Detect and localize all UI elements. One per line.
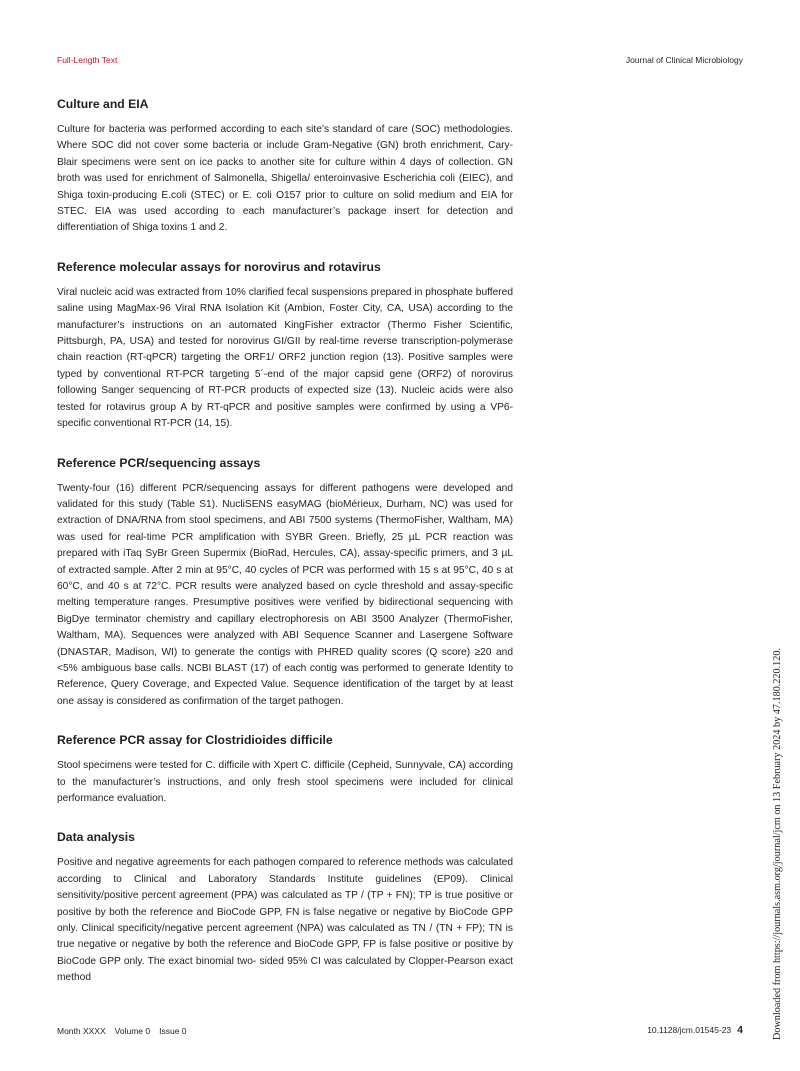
paragraph: Positive and negative agreements for each pathogen compared to reference methods was calculated according to Clinical and Laboratory Standards Institute guidelines (EP09). Clinical sensitivity/positive percent agreement (PPA) was calculated as TP / (TP + FN); TP is true positive or positive by both the reference and BioCode GPP, FN is false negative or negative by BioCode GPP only. Clinical specificity/negative percent agreement (NPA) was calculated as TN / (TN + FP); TN is true negative or negative by both the reference and BioCode GPP, FP is false positive or positive by BioCode GPP only. The exact binomial two- sided 95% CI was calculated by Clopper-Pearson exact method bbox=[57, 857, 513, 984]
footer-volume: Volume 0 bbox=[114, 1026, 151, 1036]
footer-doi: 10.1128/jcm.01545-23 bbox=[647, 1025, 732, 1035]
paragraph: Culture for bacteria was performed according to each site’s standard of care (SOC) methodologies. Where SOC did not cover some bacteria or include Gram-Negative (GN) broth enrichment, Cary-Blair specimens were sent on ice packs to another site for culture within 4 days of collection. GN broth was used for enrichment of Salmonella, Shigella/ enteroinvasive Escherichia coli (EIEC), and Shiga toxin-producing E.coli (STEC) or E. coli O157 prior to culture on solid medium and EIA for STEC. EIA was used according to each manufacturer’s package insert for detection and differentiation of Shiga toxins 1 and 2. bbox=[57, 124, 513, 234]
paragraph: Stool specimens were tested for C. difficile with Xpert C. difficile (Cepheid, Sunnyvale, CA) according to the manufacturer’s instructions, and only fresh stool specimens were included for clinical performance evaluation. bbox=[57, 760, 513, 804]
footer-doi-page bbox=[647, 1024, 743, 1036]
section-cdifficile bbox=[57, 732, 513, 807]
article-body bbox=[57, 96, 513, 1009]
section-heading: Reference PCR/sequencing assays bbox=[57, 455, 261, 470]
section-molecular-assays bbox=[57, 259, 513, 433]
journal-name: Journal of Clinical Microbiology bbox=[625, 55, 743, 65]
running-header-section: Full-Length Text bbox=[57, 55, 118, 65]
section-heading: Data analysis bbox=[57, 830, 135, 845]
paragraph: Viral nucleic acid was extracted from 10% clarified fecal suspensions prepared in phosphate buffered saline using MagMax-96 Viral RNA Isolation Kit (Ambion, Foster City, CA, USA) according to the manufacturer’s instructions on an automated KingFisher extractor (Thermo Fisher Scientific, Pittsburgh, PA, USA) and tested for norovirus GI/GII by real-time reverse transcription-polymerase chain reaction (RT-qPCR) targeting the ORF1/ ORF2 junction region (13). Positive samples were typed by conventional RT-PCR targeting 5´-end of the major capsid gene (ORF2) of norovirus following Sanger sequencing of RT-PCR products of expected size (13). Nucleic acids were also tested for rotavirus group A by RT-qPCR and positive samples were confirmed by using a VP6-specific conventional RT-PCR (14, 15). bbox=[57, 286, 513, 430]
section-data-analysis bbox=[57, 829, 513, 986]
section-heading: Reference PCR assay for Clostridioides difficile bbox=[57, 733, 333, 748]
footer-month: Month XXXX bbox=[57, 1026, 106, 1036]
section-heading: Culture and EIA bbox=[57, 97, 149, 111]
section-culture-eia bbox=[57, 96, 513, 237]
section-heading: Reference molecular assays for norovirus and rotavirus bbox=[57, 259, 381, 274]
page-number: 4 bbox=[737, 1024, 743, 1036]
section-pcr-sequencing bbox=[57, 455, 513, 711]
download-watermark: Downloaded from https://journals.asm.org/journal/jcm on 13 February 2024 by 47.180.220.120. bbox=[772, 648, 783, 1040]
footer-issue-info bbox=[57, 1026, 196, 1036]
paragraph: Twenty-four (16) different PCR/sequencing assays for different pathogens were developed and validated for this study (Table S1). NucliSENS easyMAG (bioMérieux, Durham, NC) was used for extraction of DNA/RNA from stool specimens, and ABI 7500 systems (ThermoFisher, Waltham, MA) was used for real-time PCR amplification with SYBR Green. Briefly, 25 µL PCR reaction was prepared with iTaq SyBr Green Supermix (BioRad, Hercules, CA), assay-specific primers, and 3 µL of extracted sample. After 2 min at 95°C, 40 cycles of PCR was performed with 15 s at 95°C, 40 s at 60°C, and 40 s at 72°C. PCR results were analyzed based on cycle threshold and assay-specific melting temperature ranges. Presumptive positives were verified by bidirectional sequencing with BigDye terminator chemistry and capillary electrophoresis on ABI 3500 Analyzer (ThermoFisher, Waltham, MA). Sequences were analyzed with ABI Sequence Scanner and Lasergene Software (DNASTAR, Madison, WI) to generate the contigs with PHRED quality scores (Q score) ≥20 and <5% ambiguous base calls. NCBI BLAST (17) of each contig was performed to generate Identity to Reference, Query Coverage, and Expected Value. Sequence identification of the target by at least one assay is considered as confirmation of the target pathogen. bbox=[57, 482, 513, 707]
footer-issue: Issue 0 bbox=[159, 1026, 187, 1036]
